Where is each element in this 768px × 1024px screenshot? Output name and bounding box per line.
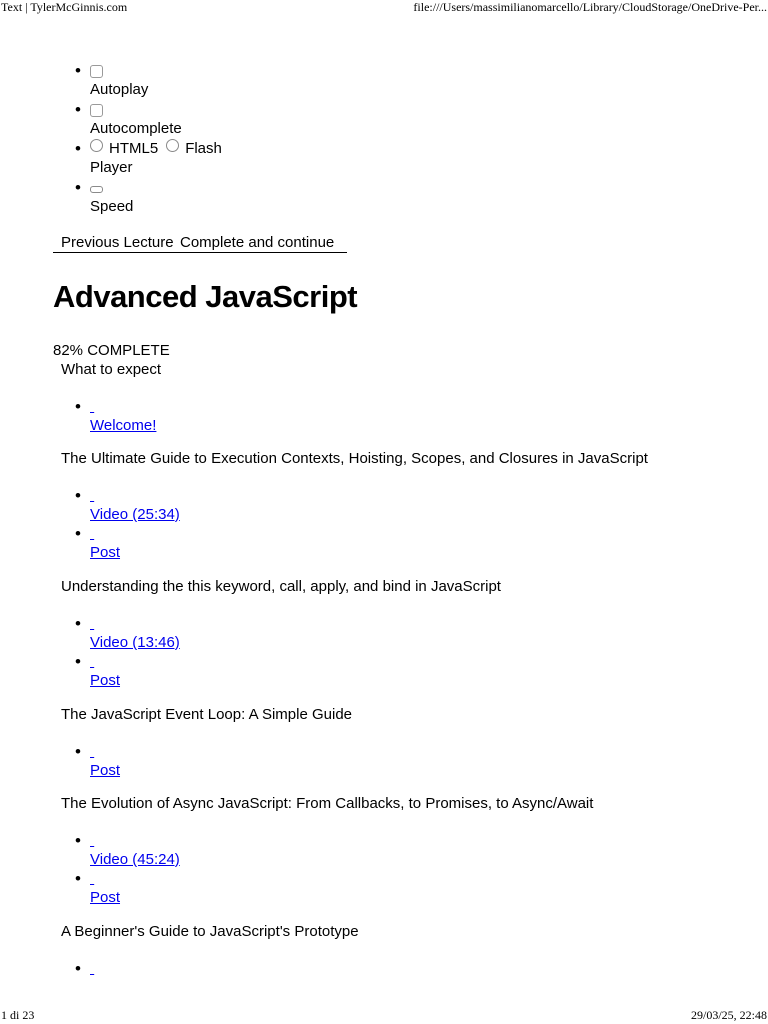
lesson-link[interactable]: • Post (90, 672, 121, 689)
lesson-item (75, 959, 94, 978)
lesson-link[interactable]: • Video (45:24) (90, 851, 180, 868)
section-title: The JavaScript Event Loop: A Simple Guide (61, 706, 352, 723)
lesson-item (75, 614, 180, 652)
player-settings-list (75, 61, 222, 217)
lesson-list (75, 742, 120, 780)
lesson-icon-link[interactable] (90, 486, 180, 505)
lesson-link[interactable]: • Post (90, 544, 121, 561)
section-title: A Beginner's Guide to JavaScript's Prototype (61, 923, 359, 940)
lesson-icon-link[interactable] (90, 831, 180, 850)
section-title: The Ultimate Guide to Execution Contexts, Hoisting, Scopes, and Closures in JavaScript (61, 450, 648, 467)
speed-label: • Speed (90, 198, 134, 215)
course-progress-text: 82% COMPLETE (53, 342, 170, 359)
lecture-nav (53, 234, 347, 253)
player-setting (75, 139, 222, 177)
print-header-page-title: Text | TylerMcGinnis.com (1, 0, 128, 14)
autoplay-label: • Autoplay (90, 81, 149, 98)
autocomplete-checkbox[interactable] (90, 104, 103, 117)
speed-slider[interactable] (90, 186, 103, 193)
section-title: What to expect (61, 361, 162, 378)
lesson-link[interactable]: • Welcome! (90, 417, 157, 434)
speed-setting (75, 178, 222, 216)
lesson-item (75, 524, 180, 562)
lesson-item (75, 742, 120, 780)
autoplay-checkbox[interactable] (90, 65, 103, 78)
html5-radio-label: • HTML5 (109, 140, 159, 157)
section-title: The Evolution of Async JavaScript: From Callbacks, to Promises, to Async/Await (61, 795, 594, 812)
course-title: Advanced JavaScript (53, 279, 358, 314)
print-header-url: file:///Users/massimilianomarcello/Library/CloudStorage/OneDrive-Per... (413, 0, 767, 14)
autocomplete-setting (75, 100, 222, 138)
lesson-list (75, 831, 180, 907)
lesson-icon-link[interactable] (90, 959, 94, 978)
lesson-item (75, 869, 180, 907)
print-footer (0, 1008, 768, 1024)
player-label: Player (90, 159, 133, 176)
lesson-list (75, 614, 180, 690)
html5-radio[interactable] (90, 139, 103, 152)
lesson-link[interactable]: • Post (90, 762, 121, 779)
autocomplete-label: • Autocomplete (90, 120, 182, 137)
lesson-icon-link[interactable] (90, 614, 180, 633)
print-header (0, 0, 768, 14)
lesson-link[interactable]: • Post (90, 889, 121, 906)
lesson-item (75, 652, 180, 690)
lesson-icon-link[interactable] (90, 397, 156, 416)
lesson-link[interactable]: • Video (13:46) (90, 634, 180, 651)
complete-and-continue-button[interactable]: Complete and continue (180, 234, 335, 251)
lesson-link[interactable]: • Video (25:34) (90, 506, 180, 523)
lesson-item (75, 397, 156, 435)
print-footer-timestamp: 29/03/25, 22:48 (690, 1008, 767, 1022)
autoplay-setting (75, 61, 222, 99)
lesson-item (75, 831, 180, 869)
section-title: Understanding the this keyword, call, apply, and bind in JavaScript (61, 578, 501, 595)
lesson-list (75, 959, 94, 978)
lesson-list (75, 486, 180, 562)
flash-radio[interactable] (166, 139, 179, 152)
previous-lecture-button[interactable]: Previous Lecture (61, 234, 174, 251)
lesson-icon-link[interactable] (90, 652, 180, 671)
lesson-list (75, 397, 156, 435)
flash-radio-label: Flash (185, 140, 222, 157)
lesson-icon-link[interactable] (90, 869, 180, 888)
lesson-item (75, 486, 180, 524)
lesson-icon-link[interactable] (90, 524, 180, 543)
print-footer-page-count: 1 di 23 (1, 1008, 35, 1022)
lesson-icon-link[interactable] (90, 742, 120, 761)
